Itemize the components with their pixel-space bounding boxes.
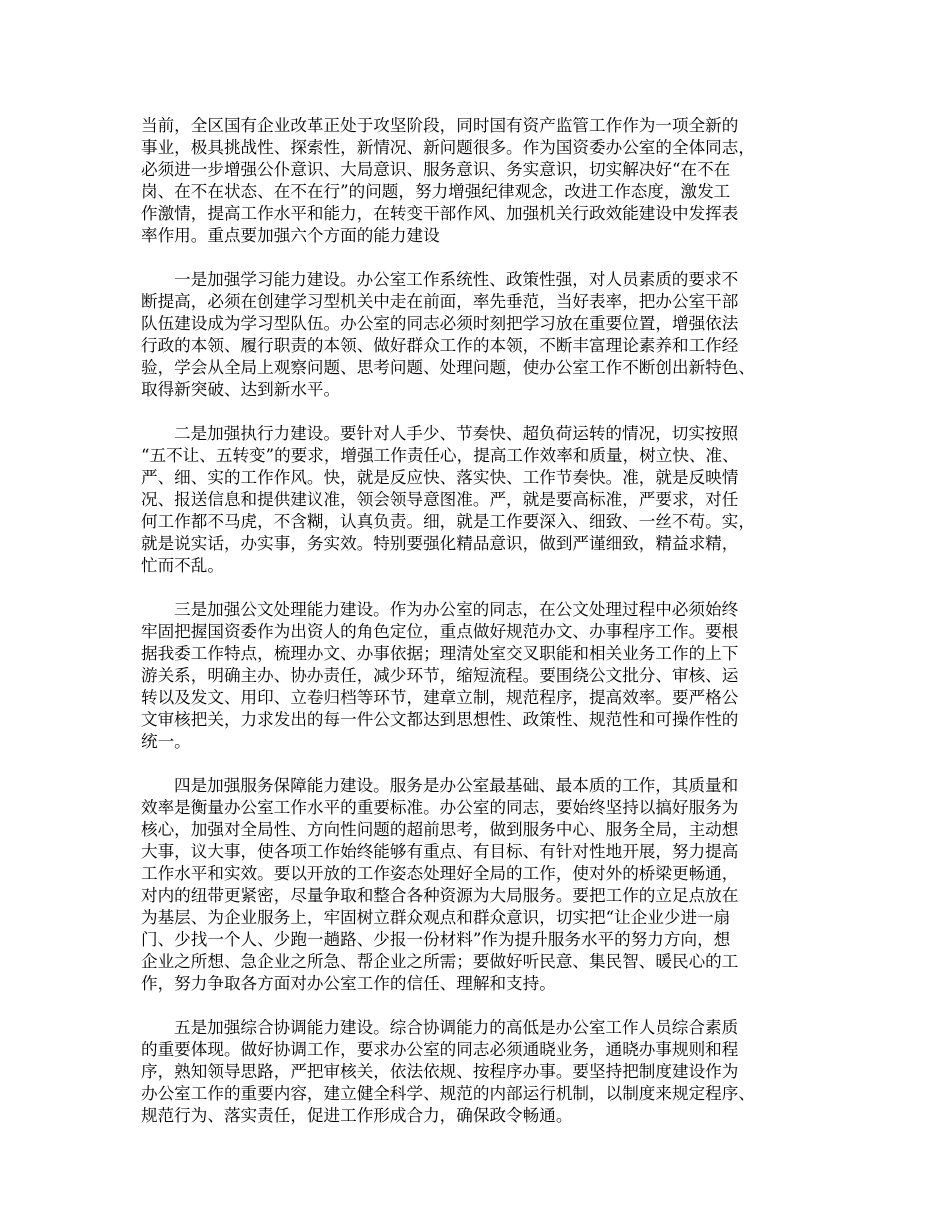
paragraph-execution: 二是加强执行力建设。要针对人手少、节奏快、超负荷运转的情况，切实按照 “五不让、五转变”的要求，增强工作责任心，提高工作效率和质量，树立快、准、 严、细、实的工作作风。快，就是反应快、落实快、工作节奏快。准，就是反映情 况、报送信息和提供建议准，领会领导意图准。严，就是要高标准，严要求，对任 何工作都不马虎，不含糊，认真负责。细，就是工作要深入、细致、一丝不苟。实， 就是说实话，办实事，务实效。特别要强化精品意识，做到严谨细致，精益求精， 忙而不乱。 (141, 424, 755, 575)
paragraph-coordination: 五是加强综合协调能力建设。综合协调能力的高低是办公室工作人员综合素质 的重要体现。做好协调工作，要求办公室的同志必须通晓业务，通晓办事规则和程 序，熟知领导思路，严把审核关，依法依规、按程序办事。要坚持把制度建设作为 办公室工作的重要内容，建立健全科学、规范的内部运行机制，以制度来规定程序、 规范行为、落实责任，促进工作形成合力，确保政令畅通。 (141, 1018, 755, 1125)
paragraph-service: 四是加强服务保障能力建设。服务是办公室最基础、最本质的工作，其质量和 效率是衡量办公室工作水平的重要标准。办公室的同志，要始终坚持以搞好服务为 核心，加强对全局性、方向性问题的超前思考，做到服务中心、服务全局，主动想 大事，议大事，使各项工作始终能够有重点、有目标、有针对性地开展，努力提高 工作水平和实效。要以开放的工作姿态处理好全局的工作，使对外的桥梁更畅通， 对内的纽带更紧密，尽量争取和整合各种资源为大局服务。要把工作的立足点放在 为基层、为企业服务上，牢固树立群众观点和群众意识，切实把“让企业少进一扇 门、少找一个人、少跑一趟路、少报一份材料”作为提升服务水平的努力方向，想 企业之所想、急企业之所急、帮企业之所需；要做好听民意、集民智、暖民心的工 作，努力争取各方面对办公室工作的信任、理解和支持。 (141, 776, 739, 993)
document-body (141, 115, 817, 1149)
paragraph-learning: 一是加强学习能力建设。办公室工作系统性、政策性强，对人员素质的要求不 断提高，必须在创建学习型机关中走在前面，率先垂范，当好表率，把办公室干部 队伍建设成为学习型队伍。办公室的同志必须时刻把学习放在重要位置，增强依法 行政的本领、履行职责的本领、做好群众工作的本领，不断丰富理论素养和工作经 验，学会从全局上观察问题、思考问题、处理问题，使办公室工作不断创出新特色、 取得新突破、达到新水平。 (141, 270, 755, 399)
intro-paragraph: 当前，全区国有企业改革正处于攻坚阶段，同时国有资产监管工作作为一项全新的 事业，极具挑战性、探索性，新情况、新问题很多。作为国资委办公室的全体同志， 必须进一步增强公仆意识、大局意识、服务意识、务实意识，切实解决好“在不在 岗、在不在状态、在不在行”的问题，努力增强纪律观念，改进工作态度，激发工 作激情，提高工作水平和能力，在转变干部作风、加强机关行政效能建设中发挥表 率作用。重点要加强六个方面的能力建设 (141, 116, 755, 245)
paragraph-documents: 三是加强公文处理能力建设。作为办公室的同志，在公文处理过程中必须始终 牢固把握国资委作为出资人的角色定位，重点做好规范办文、办事程序工作。要根 据我委工作特点，梳理办文、办事依据；理清处室交叉职能和相关业务工作的上下 游关系，明确主办、协办责任，减少环节，缩短流程。要围绕公文批分、审核、运 转以及发文、用印、立卷归档等环节，建章立制，规范程序，提高效率。要严格公 文审核把关，力求发出的每一件公文都达到思想性、政策性、规范性和可操作性的 统一。 (141, 600, 739, 751)
